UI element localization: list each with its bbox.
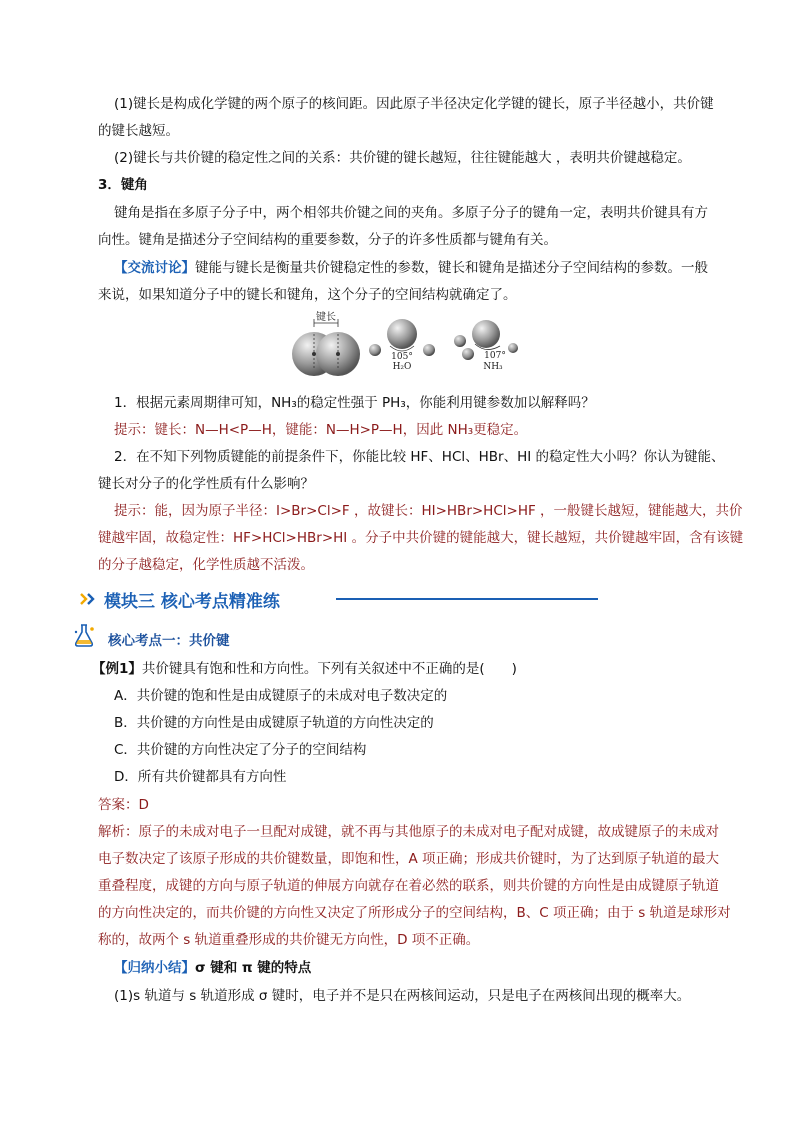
question-2-line-1: 2．在不知下列物质键能的前提条件下，你能比较 HF、HCl、HBr、HI 的稳定性大小吗？你认为键能、 [114, 449, 725, 465]
hint-2-line-1: 提示：能，因为原子半径：I>Br>Cl>F ，故键长：HI>HBr>HCl>HF ，一般键长越短，键能越大，共价 [114, 503, 743, 519]
para-bond-angle-2: 向性。键角是描述分子空间结构的重要参数，分子的许多性质都与键角有关。 [98, 232, 557, 248]
bond-length-label: 键长 [316, 312, 336, 323]
section-number: 3． [98, 177, 121, 193]
flask-icon [72, 622, 98, 648]
hint-2-line-3: 的分子越稳定，化学性质越不活泼。 [98, 557, 314, 573]
summary-heading [114, 958, 311, 978]
hint-2-line-2: 键越牢固，故稳定性：HF>HCl>HBr>HI 。分子中共价键的键能越大，键长越短，共价键越牢固，含有该键 [98, 530, 744, 546]
example-text: 共价键具有饱和性和方向性。下列有关叙述中不正确的是( ) [141, 661, 517, 677]
core-point-title: 核心考点一：共价键 [108, 633, 230, 649]
para-bond-length-1: (1)键长是构成化学键的两个原子的核间距。因此原子半径决定化学键的键长，原子半径越小，共价键 [114, 96, 714, 112]
section-label: 键角 [120, 177, 148, 193]
analysis-line-4: 的方向性决定的，而共价键的方向性又决定了所形成分子的空间结构，B、C 项正确；由于 s 轨道是球形对 [98, 905, 731, 921]
option-a: A．共价键的饱和性是由成键原子的未成对电子数决定的 [114, 688, 448, 704]
discussion-tag: 【交流讨论】 [114, 260, 195, 276]
option-d: D．所有共价键都具有方向性 [114, 769, 287, 785]
analysis-line-2: 电子数决定了该原子形成的共价键数量，即饱和性，A 项正确；形成共价键时，为了达到原子轨道的最大 [98, 851, 720, 867]
module-divider [336, 598, 598, 600]
example-stem [92, 659, 517, 679]
question-1: 1．根据元素周期律可知，NH₃的稳定性强于 PH₃，你能利用键参数加以解释吗？ [114, 395, 595, 411]
molecule-figure [288, 308, 518, 380]
para-bond-length-2: 的键长越短。 [98, 123, 179, 139]
double-chevron-icon [80, 592, 98, 606]
module-header [80, 586, 280, 612]
h2o-angle: 105° [391, 352, 413, 362]
nh3-formula: NH₃ [483, 362, 503, 372]
discussion-line-2: 来说，如果知道分子中的键长和键角，这个分子的空间结构就确定了。 [98, 287, 517, 303]
option-c: C．共价键的方向性决定了分子的空间结构 [114, 742, 367, 758]
analysis-line-1: 解析：原子的未成对电子一旦配对成键，就不再与其他原子的未成对电子配对成键，故成键原子的未成对 [98, 824, 719, 840]
h2-molecule [292, 310, 360, 376]
question-2-line-2: 键长对分子的化学性质有什么影响？ [98, 476, 314, 492]
para-bond-angle-1: 键角是指在多原子分子中，两个相邻共价键之间的夹角。多原子分子的键角一定，表明共价键具有方 [114, 205, 708, 221]
option-b: B．共价键的方向性是由成键原子轨道的方向性决定的 [114, 715, 434, 731]
h2o-formula: H₂O [392, 362, 412, 372]
discussion-text: 键能与键长是衡量共价键稳定性的参数，键长和键角是描述分子空间结构的参数。一般 [195, 260, 708, 276]
example-tag: 【例1】 [92, 661, 142, 677]
summary-title: σ 键和 π 键的特点 [195, 960, 312, 976]
summary-line-1: (1)s 轨道与 s 轨道形成 σ 键时，电子并不是只在两核间运动，只是电子在两核间出现的概率大。 [114, 988, 691, 1004]
h2o-molecule [369, 319, 435, 372]
analysis-line-3: 重叠程度，成键的方向与原子轨道的伸展方向就存在着必然的联系，则共价键的方向性是由成键原子轨道 [98, 878, 719, 894]
para-bond-stability: (2)键长与共价键的稳定性之间的关系：共价键的键长越短，往往键能越大 ，表明共价键越稳定。 [114, 150, 691, 166]
section-title-bond-angle [98, 175, 148, 195]
hint-1: 提示：键长：N—H<P—H，键能：N—H>P—H，因此 NH₃更稳定。 [114, 422, 528, 438]
analysis-line-5: 称的，故两个 s 轨道重叠形成的共价键无方向性，D 项不正确。 [98, 932, 480, 948]
summary-tag: 【归纳小结】 [114, 960, 195, 976]
nh3-molecule [454, 320, 518, 372]
answer: 答案：D [98, 797, 149, 813]
module-title: 模块三 核心考点精准练 [104, 591, 280, 612]
nh3-angle: 107° [484, 351, 506, 361]
discussion-line-1 [114, 258, 708, 278]
